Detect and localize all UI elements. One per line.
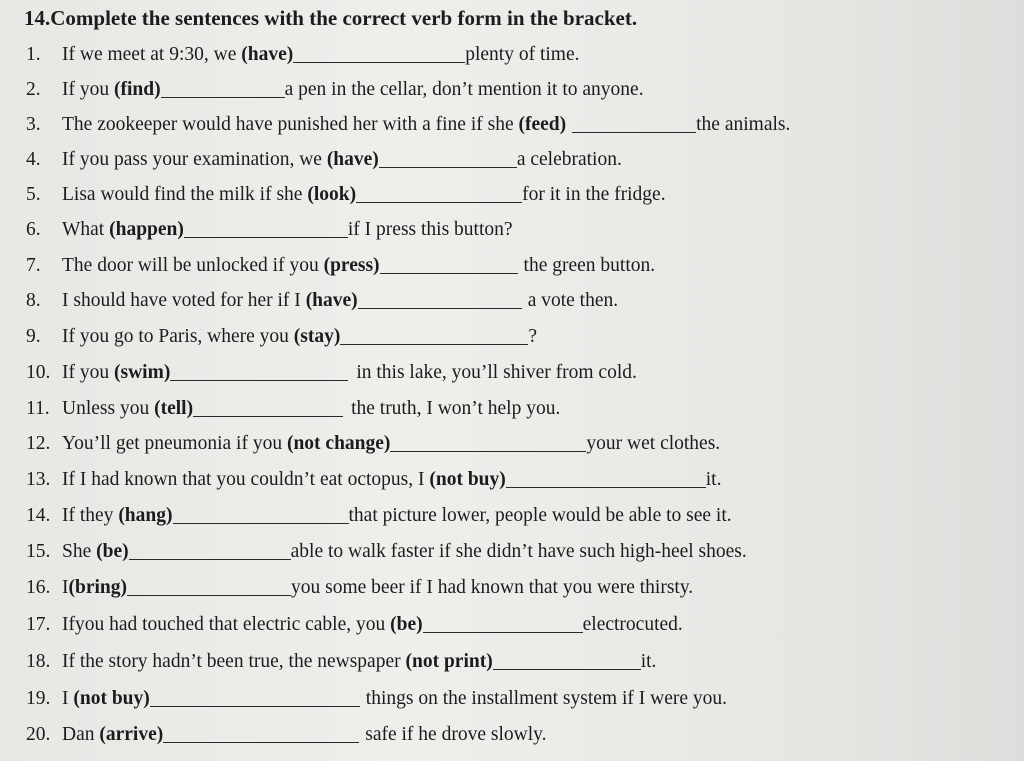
- item-number: 13.: [26, 469, 51, 490]
- item-number: 11.: [26, 398, 50, 419]
- sentence-start: Ifyou had touched that electric cable, you: [62, 614, 391, 635]
- list-item: [26, 501, 732, 531]
- sentence-start: You’ll get pneumonia if you: [62, 433, 287, 454]
- item-number: 20.: [26, 724, 51, 745]
- sentence-start: If they: [62, 505, 119, 526]
- verb-hint: (not print): [405, 651, 493, 672]
- list-item: [26, 537, 747, 567]
- sentence-end: safe if he drove slowly.: [365, 724, 547, 745]
- verb-hint: (not buy): [429, 469, 506, 490]
- list-item: [26, 40, 580, 70]
- list-item: [26, 358, 637, 388]
- list-item: [26, 215, 513, 245]
- list-item: [26, 110, 790, 140]
- list-item: [26, 180, 666, 210]
- sentence-end: your wet clothes.: [586, 433, 721, 454]
- answer-blank[interactable]: [340, 324, 528, 345]
- sentence-end: electrocuted.: [582, 614, 683, 635]
- list-item: [26, 75, 644, 105]
- sentence-start: The door will be unlocked if you: [62, 255, 324, 276]
- answer-blank[interactable]: [379, 147, 517, 168]
- verb-hint: (not buy): [73, 688, 150, 709]
- sentence-start: Dan: [62, 724, 100, 745]
- verb-hint: (be): [96, 541, 129, 562]
- answer-blank[interactable]: [170, 360, 348, 381]
- verb-hint: (press): [323, 255, 380, 276]
- list-item: [26, 286, 618, 316]
- sentence-end: it.: [705, 469, 722, 490]
- list-item: [26, 573, 693, 603]
- item-number: 6.: [26, 219, 41, 240]
- item-number: 9.: [26, 326, 41, 347]
- sentence-end: a pen in the cellar, don’t mention it to anyone.: [284, 79, 644, 100]
- sentence-start: If we meet at 9:30, we: [62, 44, 242, 65]
- sentence-start: Unless you: [62, 398, 155, 419]
- sentence-start: If you: [62, 362, 114, 383]
- answer-blank[interactable]: [161, 77, 285, 98]
- answer-blank[interactable]: [493, 649, 641, 670]
- sentence-end: for it in the fridge.: [522, 184, 666, 205]
- answer-blank[interactable]: [423, 612, 583, 633]
- verb-hint: (tell): [154, 398, 194, 419]
- sentence-start: If you go to Paris, where you: [62, 326, 294, 347]
- sentence-end: it.: [640, 651, 657, 672]
- sentence-start: What: [62, 219, 110, 240]
- exercise-title: 14.Complete the sentences with the correct verb form in the bracket.: [24, 6, 638, 30]
- verb-hint: (have): [241, 44, 294, 65]
- list-item: [26, 720, 546, 750]
- item-number: 7.: [26, 255, 41, 276]
- sentence-end: if I press this button?: [347, 219, 513, 240]
- item-number: 2.: [26, 79, 41, 100]
- sentence-start: She: [62, 541, 97, 562]
- answer-blank[interactable]: [293, 42, 465, 63]
- sentence-start: The zookeeper would have punished her with a fine if she: [62, 114, 519, 135]
- sentence-end: that picture lower, people would be able to see it.: [348, 505, 732, 526]
- verb-hint: (not change): [286, 433, 391, 454]
- item-number: 14.: [26, 505, 51, 526]
- item-number: 18.: [26, 651, 51, 672]
- item-number: 15.: [26, 541, 51, 562]
- answer-blank[interactable]: [356, 182, 522, 203]
- item-number: 3.: [26, 114, 41, 135]
- verb-hint: (find): [114, 79, 161, 100]
- list-item: [26, 394, 560, 424]
- bleed-through-text: [770, 4, 774, 24]
- sentence-end: ?: [528, 326, 538, 347]
- verb-hint: (bring): [68, 577, 127, 598]
- item-number: 1.: [26, 44, 41, 65]
- list-item: [26, 145, 622, 175]
- sentence-end: in this lake, you’ll shiver from cold.: [356, 362, 637, 383]
- sentence-start: If you: [62, 79, 114, 100]
- item-number: 10.: [26, 362, 51, 383]
- item-number: 16.: [26, 577, 51, 598]
- verb-hint: (happen): [109, 219, 184, 240]
- sentence-end: plenty of time.: [465, 44, 580, 65]
- item-number: 17.: [26, 614, 51, 635]
- answer-blank[interactable]: [150, 686, 360, 707]
- item-number: 5.: [26, 184, 41, 205]
- sentence-end: things on the installment system if I were you.: [365, 688, 728, 709]
- sentence-start: I: [62, 577, 69, 598]
- verb-hint: (be): [390, 614, 423, 635]
- sentence-start: If the story hadn’t been true, the newspaper: [62, 651, 406, 672]
- list-item: [26, 684, 727, 714]
- list-item: [26, 610, 683, 640]
- list-item: [26, 465, 721, 495]
- answer-blank[interactable]: [506, 467, 706, 488]
- list-item: [26, 251, 655, 281]
- item-number: 19.: [26, 688, 51, 709]
- answer-blank[interactable]: [129, 539, 291, 560]
- verb-hint: (stay): [293, 326, 341, 347]
- answer-blank[interactable]: [184, 217, 348, 238]
- answer-blank[interactable]: [390, 431, 586, 452]
- answer-blank[interactable]: [173, 503, 349, 524]
- verb-hint: (hang): [118, 505, 173, 526]
- verb-hint: (look): [307, 184, 357, 205]
- sentence-end: able to walk faster if she didn’t have such high-heel shoes.: [290, 541, 747, 562]
- sentence-start: I should have voted for her if I: [62, 290, 306, 311]
- verb-hint: (have): [305, 290, 358, 311]
- sentence-end: a celebration.: [516, 149, 622, 170]
- answer-blank[interactable]: [163, 722, 359, 743]
- sentence-start: If you pass your examination, we: [62, 149, 327, 170]
- sentence-end: a vote then.: [527, 290, 619, 311]
- verb-hint: (swim): [114, 362, 171, 383]
- list-item: [26, 322, 537, 352]
- list-item: [26, 429, 720, 459]
- verb-hint: (arrive): [99, 724, 164, 745]
- answer-blank[interactable]: [358, 288, 522, 309]
- item-number: 8.: [26, 290, 41, 311]
- item-number: 4.: [26, 149, 41, 170]
- list-item: [26, 647, 656, 677]
- sentence-end: the green button.: [523, 255, 656, 276]
- item-number: 12.: [26, 433, 51, 454]
- verb-hint: (feed): [518, 114, 567, 135]
- answer-blank[interactable]: [127, 575, 291, 596]
- verb-hint: (have): [326, 149, 379, 170]
- sentence-end: the animals.: [696, 114, 791, 135]
- answer-blank[interactable]: [572, 112, 696, 133]
- sentence-end: you some beer if I had known that you were thirsty.: [291, 577, 694, 598]
- answer-blank[interactable]: [380, 253, 518, 274]
- answer-blank[interactable]: [193, 396, 343, 417]
- sentence-start: If I had known that you couldn’t eat octopus, I: [62, 469, 430, 490]
- sentence-end: the truth, I won’t help you.: [351, 398, 561, 419]
- sentence-start: I: [62, 688, 74, 709]
- sentence-start: Lisa would find the milk if she: [62, 184, 308, 205]
